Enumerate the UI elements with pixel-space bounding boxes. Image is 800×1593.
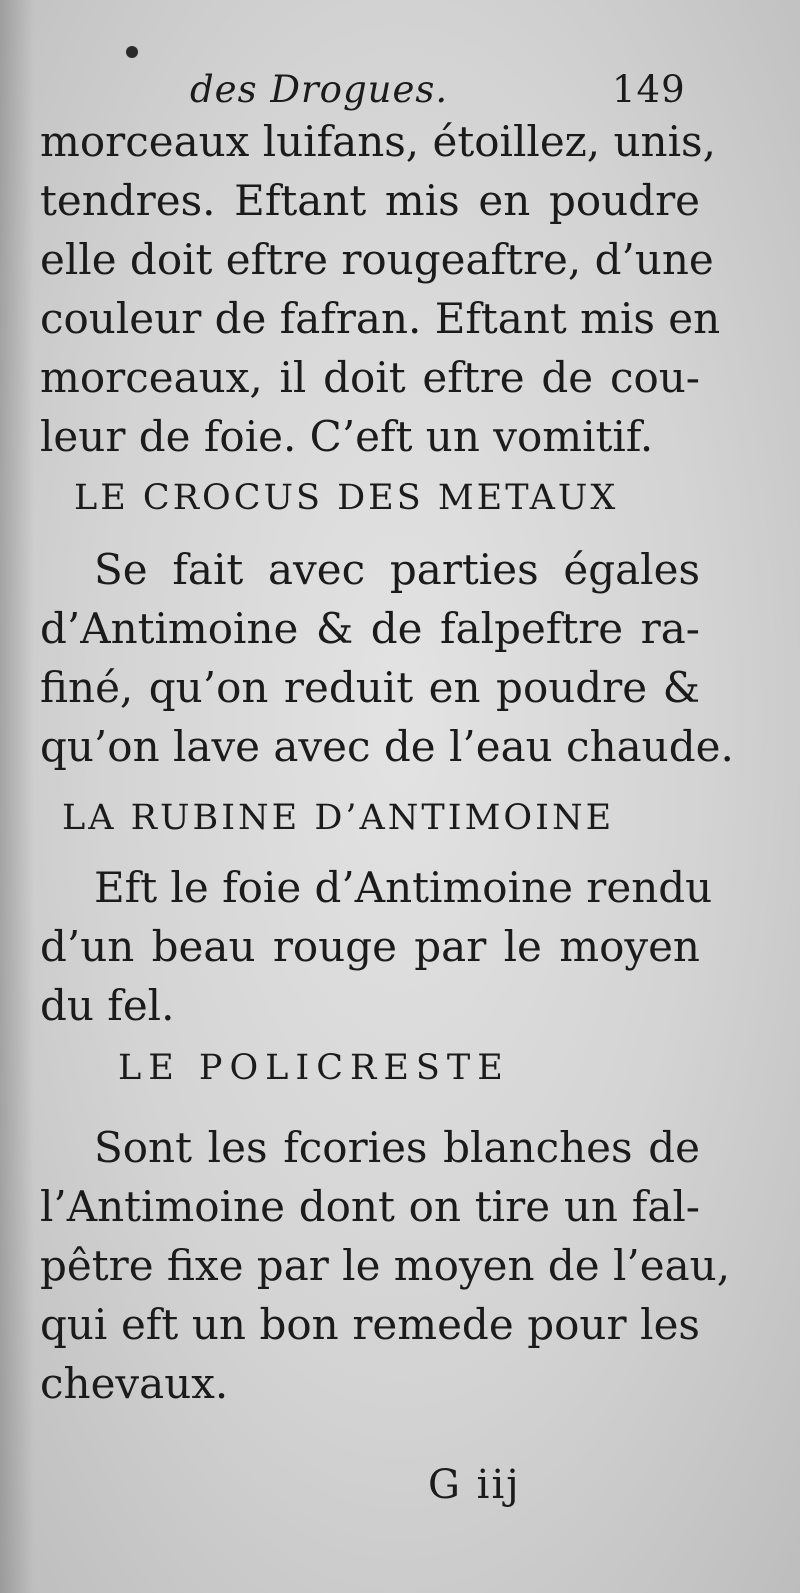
section-paragraph [40,540,734,776]
binding-shadow [0,0,34,1593]
text-line: d’Antimoine & de falpeftre ra- [40,604,700,653]
text-line: Sont les fcories blanches de [94,1123,700,1172]
text-line: morceaux, il doit eftre de cou- [40,353,700,402]
section-paragraph [40,1118,731,1413]
text-line: tendres. Eftant mis en poudre [40,176,700,225]
text-line: d’un beau rouge par le moyen [40,922,700,971]
text-line: couleur de fafran. Eftant mis en [40,294,721,343]
text-line: du fel. [40,981,175,1030]
section-heading: LE CROCUS DES METAUX [74,478,619,518]
text-line: Eft le foie d’Antimoine rendu [94,863,713,912]
text-line: leur de foie. C’eft un vomitif. [40,412,654,461]
text-line: qui eft un bon remede pour les [40,1300,700,1349]
text-line: pêtre fixe par le moyen de l’eau, [40,1241,731,1290]
text-line: morceaux luifans, étoillez, unis, [40,117,716,166]
text-line: qu’on lave avec de l’eau chaude. [40,722,734,771]
page-number: 149 [612,68,686,111]
continued-paragraph [40,112,721,466]
section-heading: LA RUBINE D’ANTIMOINE [62,798,615,838]
section-paragraph [40,858,713,1035]
section-heading: LE POLICRESTE [118,1048,510,1088]
text-line: Se fait avec parties égales [94,545,700,594]
signature-mark: G iij [428,1462,521,1508]
text-line: elle doit eftre rougeaftre, d’une [40,235,714,284]
running-title: des Drogues. [190,68,449,111]
text-line: l’Antimoine dont on tire un fal- [40,1182,700,1231]
ink-spot [126,46,138,58]
text-line: chevaux. [40,1359,229,1408]
running-head [0,62,800,112]
text-line: finé, qu’on reduit en poudre & [40,663,700,712]
